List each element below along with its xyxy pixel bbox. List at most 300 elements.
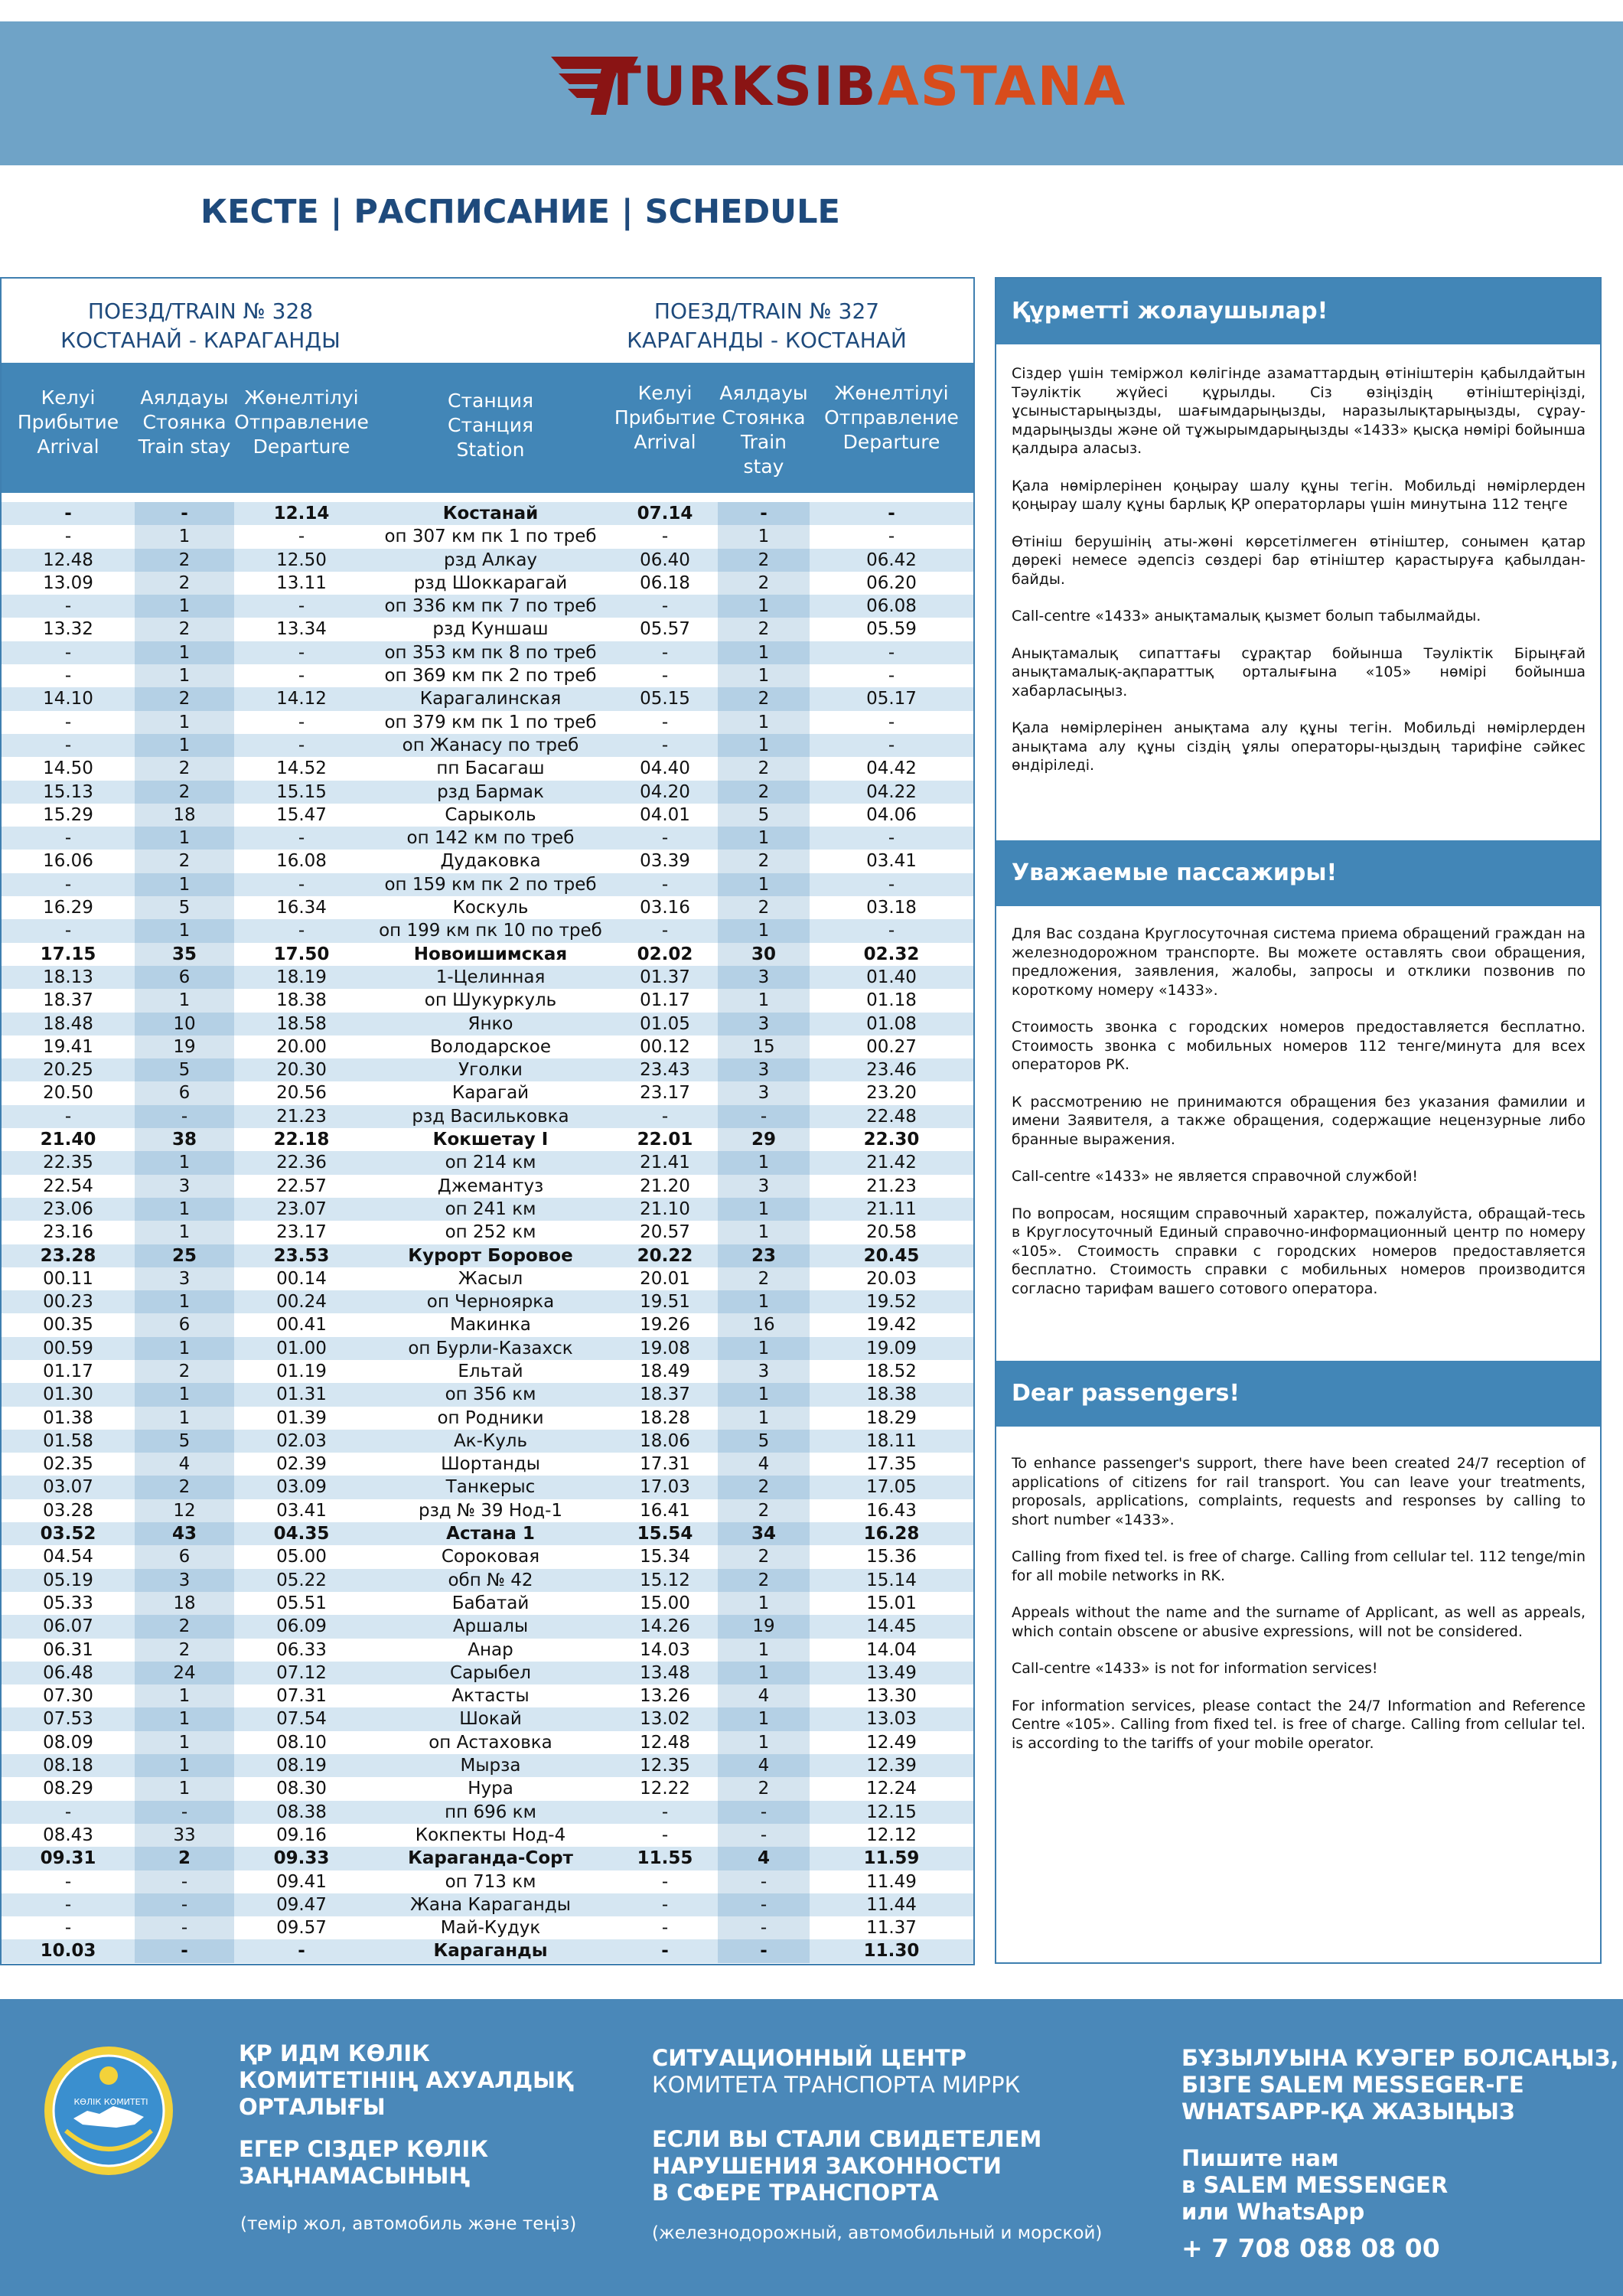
cell-stay-328: 2 bbox=[135, 618, 234, 641]
cell-arrival-327: 14.26 bbox=[640, 1616, 690, 1637]
cell-departure-328: 04.35 bbox=[273, 1524, 330, 1544]
cell-stay-327: 3 bbox=[718, 1058, 810, 1081]
cell-arrival-327: 22.01 bbox=[637, 1130, 693, 1150]
cell-departure-328: 22.36 bbox=[276, 1153, 327, 1173]
cell-arrival-328: 00.59 bbox=[43, 1338, 93, 1358]
cell-arrival-328: - bbox=[64, 596, 72, 617]
table-row bbox=[2, 1128, 973, 1151]
cell-departure-327: 11.30 bbox=[863, 1941, 920, 1962]
cell-departure-327: 12.49 bbox=[866, 1732, 917, 1753]
info-en-paragraph: Call-centre «1433» is not for information services! bbox=[1012, 1660, 1378, 1677]
info-en-title: Dear passengers! bbox=[996, 1361, 1600, 1427]
cell-stay-327: 1 bbox=[718, 1407, 810, 1430]
cell-stay-327: 1 bbox=[718, 827, 810, 850]
cell-departure-327: 05.17 bbox=[866, 689, 917, 709]
cell-stay-327: 2 bbox=[718, 572, 810, 595]
table-row bbox=[2, 1407, 973, 1430]
cell-departure-328: 14.52 bbox=[276, 758, 327, 779]
cell-stay-328: 38 bbox=[135, 1128, 234, 1151]
cell-arrival-328: 18.13 bbox=[43, 967, 93, 987]
cell-arrival-328: - bbox=[64, 1871, 72, 1892]
cell-stay-327: 1 bbox=[718, 1731, 810, 1754]
cell-arrival-328: 23.06 bbox=[43, 1199, 93, 1219]
cell-station: Кокшетау I bbox=[432, 1130, 549, 1150]
col-arrival-left: Келуі Прибытие Arrival bbox=[17, 386, 119, 458]
cell-arrival-327: 03.16 bbox=[640, 898, 690, 918]
cell-arrival-327: - bbox=[661, 1871, 669, 1892]
cell-arrival-328: - bbox=[64, 1918, 72, 1939]
cell-departure-327: 01.18 bbox=[866, 990, 917, 1011]
cell-arrival-327: 13.02 bbox=[640, 1709, 690, 1730]
cell-departure-328: - bbox=[298, 921, 305, 941]
contact-phone[interactable]: + 7 708 088 08 00 bbox=[1181, 2233, 1440, 2263]
page-title: КЕСТЕ | РАСПИСАНИЕ | SCHEDULE bbox=[200, 193, 840, 231]
cell-departure-327: 15.36 bbox=[866, 1547, 917, 1567]
cell-departure-327: 15.14 bbox=[866, 1570, 917, 1590]
cell-departure-328: 08.30 bbox=[276, 1779, 327, 1799]
cell-arrival-327: 05.57 bbox=[640, 619, 690, 640]
cell-stay-327: 1 bbox=[718, 734, 810, 757]
schedule-rows bbox=[2, 502, 973, 1963]
column-headers bbox=[2, 363, 973, 493]
table-row bbox=[2, 1476, 973, 1499]
cell-arrival-328: 06.31 bbox=[43, 1639, 93, 1660]
cell-stay-328: 5 bbox=[135, 1430, 234, 1453]
cell-departure-327: 19.42 bbox=[866, 1315, 917, 1336]
table-row bbox=[2, 1824, 973, 1847]
cell-departure-327: 04.06 bbox=[866, 804, 917, 825]
table-row bbox=[2, 1013, 973, 1035]
cell-stay-327: 1 bbox=[718, 1592, 810, 1615]
table-row bbox=[2, 1684, 973, 1707]
cell-station: оп 336 км пк 7 по треб bbox=[384, 596, 597, 617]
brand-wordmark: TURKSIBASTANA bbox=[605, 55, 1127, 118]
info-kz-body bbox=[1012, 364, 1586, 794]
cell-arrival-328: 00.11 bbox=[43, 1268, 93, 1289]
table-row bbox=[2, 502, 973, 525]
info-kz-paragraph: Сіздер үшін теміржол көлігінде азаматтардың өтініштерін қабылдайтын Тәуліктік жүйесі құрылды. Сіз өзіңіздің өтініштеріңізді, ұсыныстарыңызды, шағымдарыңызды, наразылықтарыңызды, сұрау-мдарыңызды және ой тұжырымдарыңызды «1433» қысқа нөмірі бойынша қалдыра аласыз. bbox=[1012, 365, 1586, 457]
cell-stay-327: 4 bbox=[718, 1684, 810, 1707]
table-row bbox=[2, 734, 973, 757]
cell-departure-328: 15.47 bbox=[276, 804, 327, 825]
cell-departure-327: 14.04 bbox=[866, 1639, 917, 1660]
cell-station: Дудаковка bbox=[440, 851, 541, 872]
cell-arrival-328: 01.38 bbox=[43, 1407, 93, 1428]
cell-station: оп 379 км пк 1 по треб bbox=[384, 712, 597, 732]
cell-departure-327: 18.11 bbox=[866, 1430, 917, 1451]
cell-station: Карагай bbox=[451, 1083, 530, 1104]
table-row bbox=[2, 781, 973, 804]
cell-station: пп Басагаш bbox=[436, 758, 545, 779]
cell-arrival-327: - bbox=[661, 921, 669, 941]
cell-station: Караганды bbox=[433, 1941, 548, 1962]
cell-arrival-327: 19.08 bbox=[640, 1338, 690, 1358]
cell-stay-327: 1 bbox=[718, 641, 810, 664]
table-row bbox=[2, 1360, 973, 1383]
cell-departure-327: 23.20 bbox=[866, 1083, 917, 1104]
info-panel bbox=[995, 277, 1602, 1964]
cell-departure-327: 06.42 bbox=[866, 550, 917, 570]
cell-stay-328: 2 bbox=[135, 572, 234, 595]
cell-arrival-328: 20.25 bbox=[43, 1060, 93, 1081]
table-row bbox=[2, 896, 973, 919]
cell-stay-328: 3 bbox=[135, 1175, 234, 1198]
table-row bbox=[2, 1707, 973, 1730]
cell-departure-327: 18.52 bbox=[866, 1361, 917, 1381]
cell-stay-327: 1 bbox=[718, 1639, 810, 1662]
cell-stay-328: 2 bbox=[135, 1615, 234, 1638]
cell-station: оп 356 км bbox=[445, 1384, 536, 1405]
cell-arrival-328: 03.28 bbox=[43, 1500, 93, 1521]
cell-station: Кокпекты Нод-4 bbox=[415, 1825, 566, 1845]
cell-arrival-327: - bbox=[661, 642, 669, 663]
table-row bbox=[2, 1151, 973, 1174]
cell-arrival-327: 15.54 bbox=[637, 1524, 693, 1544]
cell-stay-328: 1 bbox=[135, 734, 234, 757]
cell-arrival-327: 21.20 bbox=[640, 1176, 690, 1196]
cell-arrival-328: 14.50 bbox=[43, 758, 93, 779]
table-row bbox=[2, 850, 973, 872]
cell-arrival-328: - bbox=[64, 828, 72, 849]
cell-station: Аршалы bbox=[452, 1616, 529, 1637]
cell-stay-328: 1 bbox=[135, 1383, 234, 1406]
cell-stay-327: - bbox=[718, 1939, 810, 1962]
cell-stay-327: 1 bbox=[718, 1221, 810, 1244]
info-kz-paragraph: Анықтамалық сипаттағы сұрақтар бойынша Тәуліктік Бірыңғай анықтамалық-ақпараттық орталығына «105» нөмірі бойынша хабарласыңыз. bbox=[1012, 644, 1586, 700]
cell-arrival-328: 22.54 bbox=[43, 1176, 93, 1196]
cell-stay-327: 1 bbox=[718, 919, 810, 942]
cell-station: Жана Караганды bbox=[410, 1894, 571, 1915]
cell-stay-327: - bbox=[718, 1916, 810, 1939]
cell-stay-327: 23 bbox=[718, 1244, 810, 1267]
cell-stay-328: 35 bbox=[135, 943, 234, 966]
cell-stay-327: 1 bbox=[718, 1337, 810, 1360]
cell-arrival-328: 01.17 bbox=[43, 1361, 93, 1381]
cell-departure-328: 07.54 bbox=[276, 1709, 327, 1730]
cell-stay-327: 1 bbox=[718, 711, 810, 734]
cell-departure-327: 02.32 bbox=[863, 944, 920, 964]
cell-departure-327: 20.03 bbox=[866, 1268, 917, 1289]
cell-departure-328: 22.57 bbox=[276, 1176, 327, 1196]
cell-station: рзд Васильковка bbox=[412, 1106, 569, 1127]
cell-departure-327: 17.05 bbox=[866, 1477, 917, 1498]
cell-stay-328: 5 bbox=[135, 1058, 234, 1081]
cell-departure-328: 22.18 bbox=[273, 1130, 330, 1150]
cell-station: оп 214 км bbox=[445, 1153, 536, 1173]
cell-departure-328: 03.41 bbox=[276, 1500, 327, 1521]
cell-arrival-327: 12.48 bbox=[640, 1732, 690, 1753]
table-row bbox=[2, 1939, 973, 1962]
cell-station: 1-Целинная bbox=[435, 967, 546, 987]
cell-departure-327: 17.35 bbox=[866, 1454, 917, 1475]
cell-arrival-327: - bbox=[661, 1894, 669, 1915]
table-row bbox=[2, 1198, 973, 1221]
table-row bbox=[2, 1777, 973, 1800]
cell-arrival-328: 12.48 bbox=[43, 550, 93, 570]
cell-stay-327: 5 bbox=[718, 1430, 810, 1453]
cell-stay-328: 1 bbox=[135, 525, 234, 548]
info-ru-paragraph: Для Вас создана Круглосуточная система приема обращений граждан на железнодорожном транспорте. Вы можете оставлять свои обращения, предложения, заявления, жалобы, запросы и отклики позвонив по короткому номеру «1433». bbox=[1012, 925, 1586, 999]
col-arrival-right: Келуі Прибытие Arrival bbox=[614, 382, 716, 453]
cell-stay-327: 2 bbox=[718, 757, 810, 780]
cell-departure-328: 01.31 bbox=[276, 1384, 327, 1405]
cell-station: Новоишимская bbox=[413, 944, 568, 964]
cell-stay-327: 3 bbox=[718, 966, 810, 989]
table-row bbox=[2, 1754, 973, 1777]
col-station: Станция Станция Station bbox=[448, 390, 533, 461]
cell-departure-328: - bbox=[298, 642, 305, 663]
info-en-paragraph: To enhance passenger's support, there have been created 24/7 reception of applications of citizens for rail transport. You can leave your treatments, proposals, applications, complaints, requests and responses by calling to short number «1433». bbox=[1012, 1455, 1586, 1528]
table-row bbox=[2, 618, 973, 641]
cell-departure-327: - bbox=[888, 874, 895, 895]
cell-stay-327: - bbox=[718, 1105, 810, 1128]
cell-arrival-327: 11.55 bbox=[637, 1848, 693, 1869]
cell-departure-328: 23.07 bbox=[276, 1199, 327, 1219]
cell-stay-327: 1 bbox=[718, 1383, 810, 1406]
col-departure-right: Жөнелтілуі Отправление Departure bbox=[824, 382, 959, 453]
cell-station: Анар bbox=[468, 1639, 513, 1660]
cell-departure-327: 12.39 bbox=[866, 1756, 917, 1776]
cell-stay-328: 1 bbox=[135, 595, 234, 618]
cell-stay-328: 1 bbox=[135, 1337, 234, 1360]
cell-arrival-327: 23.43 bbox=[640, 1060, 690, 1081]
cell-station: рзд Бармак bbox=[437, 781, 544, 802]
cell-departure-327: - bbox=[888, 666, 895, 687]
cell-stay-327: 2 bbox=[718, 1545, 810, 1568]
cell-stay-327: 3 bbox=[718, 1081, 810, 1104]
info-ru-title: Уважаемые пассажиры! bbox=[996, 840, 1600, 906]
info-en-paragraph: Calling from fixed tel. is free of charge. Calling from cellular tel. 112 tenge/min for all mobile networks in RK. bbox=[1012, 1548, 1586, 1584]
cell-departure-328: - bbox=[298, 527, 305, 547]
cell-departure-328: 02.39 bbox=[276, 1454, 327, 1475]
cell-stay-328: 43 bbox=[135, 1522, 234, 1545]
cell-stay-327: - bbox=[718, 1893, 810, 1916]
cell-stay-328: - bbox=[135, 1916, 234, 1939]
cell-station: оп 353 км пк 8 по треб bbox=[384, 642, 597, 663]
table-row bbox=[2, 1035, 973, 1058]
cell-stay-328: 2 bbox=[135, 1847, 234, 1870]
cell-departure-327: - bbox=[888, 527, 895, 547]
cell-arrival-328: 15.13 bbox=[43, 781, 93, 802]
cell-stay-327: 19 bbox=[718, 1615, 810, 1638]
cell-departure-328: 05.00 bbox=[276, 1547, 327, 1567]
cell-stay-328: - bbox=[135, 502, 234, 525]
cell-departure-327: 11.49 bbox=[866, 1871, 917, 1892]
cell-stay-327: 2 bbox=[718, 1267, 810, 1290]
cell-station: Сарыколь bbox=[445, 804, 536, 825]
cell-station: Ельтай bbox=[458, 1361, 523, 1381]
cell-station: Янко bbox=[468, 1013, 513, 1034]
info-en-paragraph: Appeals without the name and the surname of Applicant, as well as appeals, which contain obscene or abusive expressions, will not be considered. bbox=[1012, 1604, 1586, 1640]
cell-departure-328: 09.41 bbox=[276, 1871, 327, 1892]
cell-arrival-327: 18.49 bbox=[640, 1361, 690, 1381]
cell-departure-328: - bbox=[298, 596, 305, 617]
cell-departure-327: 11.59 bbox=[863, 1848, 920, 1869]
cell-departure-328: 02.03 bbox=[276, 1430, 327, 1451]
cell-stay-328: 5 bbox=[135, 896, 234, 919]
cell-stay-327: 1 bbox=[718, 595, 810, 618]
cell-stay-327: 1 bbox=[718, 1198, 810, 1221]
table-row bbox=[2, 1545, 973, 1568]
table-row bbox=[2, 549, 973, 572]
cell-arrival-328: 21.40 bbox=[40, 1130, 96, 1150]
cell-arrival-327: 13.26 bbox=[640, 1686, 690, 1707]
cell-departure-328: 12.50 bbox=[276, 550, 327, 570]
cell-departure-327: 04.42 bbox=[866, 758, 917, 779]
cell-arrival-327: 19.51 bbox=[640, 1292, 690, 1313]
cell-arrival-328: 05.33 bbox=[43, 1593, 93, 1613]
cell-arrival-328: 22.35 bbox=[43, 1153, 93, 1173]
cell-arrival-327: - bbox=[661, 596, 669, 617]
cell-departure-327: 19.09 bbox=[866, 1338, 917, 1358]
cell-station: Мырза bbox=[460, 1756, 521, 1776]
cell-departure-327: 06.20 bbox=[866, 572, 917, 593]
cell-stay-328: 3 bbox=[135, 1267, 234, 1290]
cell-stay-328: 6 bbox=[135, 1545, 234, 1568]
cell-departure-328: 13.34 bbox=[276, 619, 327, 640]
cell-departure-327: - bbox=[888, 504, 895, 523]
cell-stay-327: 2 bbox=[718, 850, 810, 872]
table-row bbox=[2, 1801, 973, 1824]
cell-stay-328: 6 bbox=[135, 966, 234, 989]
cell-arrival-327: 01.37 bbox=[640, 967, 690, 987]
cell-stay-327: - bbox=[718, 1824, 810, 1847]
cell-departure-327: 21.42 bbox=[866, 1153, 917, 1173]
cell-station: оп 199 км пк 10 по треб bbox=[379, 921, 602, 941]
table-row bbox=[2, 1639, 973, 1662]
cell-arrival-328: - bbox=[64, 874, 72, 895]
cell-stay-327: 2 bbox=[718, 1777, 810, 1800]
cell-stay-327: 4 bbox=[718, 1847, 810, 1870]
cell-departure-328: 03.09 bbox=[276, 1477, 327, 1498]
cell-stay-327: 2 bbox=[718, 896, 810, 919]
cell-arrival-328: 23.16 bbox=[43, 1222, 93, 1243]
cell-arrival-328: 08.18 bbox=[43, 1756, 93, 1776]
cell-departure-328: 18.19 bbox=[276, 967, 327, 987]
cell-stay-327: 3 bbox=[718, 1360, 810, 1383]
cell-station: Курорт Боровое bbox=[408, 1245, 573, 1266]
cell-station: Ак-Куль bbox=[453, 1430, 528, 1451]
cell-departure-327: 12.24 bbox=[866, 1779, 917, 1799]
cell-departure-328: 06.33 bbox=[276, 1639, 327, 1660]
cell-departure-328: - bbox=[298, 735, 305, 755]
cell-stay-327: 1 bbox=[718, 664, 810, 687]
cell-departure-328: 01.00 bbox=[276, 1338, 327, 1358]
cell-stay-328: 1 bbox=[135, 1151, 234, 1174]
col-departure-left: Жөнелтілуі Отправление Departure bbox=[234, 386, 369, 458]
cell-departure-328: - bbox=[298, 874, 305, 895]
cell-departure-327: - bbox=[888, 712, 895, 732]
cell-departure-328: 05.51 bbox=[276, 1593, 327, 1613]
cell-arrival-328: 18.37 bbox=[43, 990, 93, 1011]
cell-stay-328: - bbox=[135, 1939, 234, 1962]
cell-arrival-327: 15.00 bbox=[640, 1593, 690, 1613]
cell-arrival-327: 19.26 bbox=[640, 1315, 690, 1336]
cell-stay-328: 19 bbox=[135, 1035, 234, 1058]
cell-arrival-328: 09.31 bbox=[40, 1848, 96, 1869]
cell-arrival-327: - bbox=[661, 712, 669, 732]
cell-departure-327: 16.43 bbox=[866, 1500, 917, 1521]
cell-departure-328: 21.23 bbox=[276, 1106, 327, 1127]
brand-logo bbox=[548, 46, 1127, 126]
cell-arrival-328: - bbox=[64, 504, 72, 523]
table-row bbox=[2, 989, 973, 1012]
cell-arrival-327: 03.39 bbox=[640, 851, 690, 872]
cell-arrival-328: 06.07 bbox=[43, 1616, 93, 1637]
cell-station: оп Шукуркуль bbox=[424, 990, 557, 1011]
cell-arrival-328: 01.58 bbox=[43, 1430, 93, 1451]
cell-arrival-327: - bbox=[661, 874, 669, 895]
cell-departure-328: 20.56 bbox=[276, 1083, 327, 1104]
cell-station: Караганда-Сорт bbox=[408, 1848, 573, 1869]
cell-departure-328: 14.12 bbox=[276, 689, 327, 709]
cell-departure-328: 18.38 bbox=[276, 990, 327, 1011]
cell-station: оп Жанасу по треб bbox=[402, 735, 579, 755]
cell-departure-327: 11.37 bbox=[866, 1918, 917, 1939]
cell-station: рзд Шоккарагай bbox=[413, 572, 568, 593]
cell-departure-328: 09.57 bbox=[276, 1918, 327, 1939]
table-row bbox=[2, 711, 973, 734]
cell-departure-327: - bbox=[888, 642, 895, 663]
cell-departure-327: 11.44 bbox=[866, 1894, 917, 1915]
table-row bbox=[2, 1058, 973, 1081]
cell-arrival-328: 08.43 bbox=[43, 1825, 93, 1845]
train-328-number: ПОЕЗД/TRAIN № 328 bbox=[87, 298, 314, 324]
cell-arrival-328: 04.54 bbox=[43, 1547, 93, 1567]
cell-arrival-327: 17.03 bbox=[640, 1477, 690, 1498]
cell-station: Уголки bbox=[458, 1060, 523, 1081]
info-kz-paragraph: Қала нөмірлерінен анықтама алу құны тегін. Мобильді нөмірлерден анықтама алу құны сіздің ұялы операторы-ңыздың тарифіне сәйкес өндіріледі. bbox=[1012, 719, 1586, 774]
cell-station: Шортанды bbox=[441, 1454, 540, 1475]
cell-arrival-327: - bbox=[661, 527, 669, 547]
table-row bbox=[2, 1615, 973, 1638]
cell-departure-327: 06.08 bbox=[866, 596, 917, 617]
cell-departure-328: 00.24 bbox=[276, 1292, 327, 1313]
info-kz-title: Құрметті жолаушылар! bbox=[996, 279, 1600, 344]
cell-station: Май-Кудук bbox=[440, 1918, 541, 1939]
table-row bbox=[2, 595, 973, 618]
cell-station: оп 307 км пк 1 по треб bbox=[384, 527, 597, 547]
cell-departure-327: 20.45 bbox=[863, 1245, 920, 1266]
cell-departure-328: 01.19 bbox=[276, 1361, 327, 1381]
cell-stay-328: 1 bbox=[135, 1684, 234, 1707]
cell-arrival-327: 18.37 bbox=[640, 1384, 690, 1405]
cell-departure-328: 16.08 bbox=[276, 851, 327, 872]
cell-stay-327: 3 bbox=[718, 1013, 810, 1035]
table-row bbox=[2, 943, 973, 966]
cell-stay-328: 1 bbox=[135, 1754, 234, 1777]
cell-stay-327: 1 bbox=[718, 873, 810, 896]
cell-station: оп 252 км bbox=[445, 1222, 536, 1243]
cell-arrival-328: 08.09 bbox=[43, 1732, 93, 1753]
cell-departure-328: 08.38 bbox=[276, 1802, 327, 1822]
table-row bbox=[2, 687, 973, 710]
schedule-table bbox=[0, 277, 975, 1965]
cell-stay-327: 2 bbox=[718, 618, 810, 641]
footer-col-kz: ҚР ИДМ КӨЛІК КОМИТЕТІНІҢ АХУАЛДЫҚ ОРТАЛЫҒЫ ЕГЕР СІЗДЕР КӨЛІК ЗАҢНАМАСЫНЫҢ (темір жол, автомобиль және теңіз) bbox=[239, 2040, 577, 2234]
cell-stay-327: 1 bbox=[718, 1290, 810, 1313]
cell-stay-327: - bbox=[718, 502, 810, 525]
cell-station: оп 369 км пк 2 по треб bbox=[384, 666, 597, 687]
info-ru-paragraph: Стоимость звонка с городских номеров предоставляется бесплатно. Стоимость звонка с мобильных номеров 112 тенге/минута для всех операторов РК. bbox=[1012, 1019, 1586, 1073]
cell-departure-327: 15.01 bbox=[866, 1593, 917, 1613]
cell-stay-328: 1 bbox=[135, 1777, 234, 1800]
info-ru-body bbox=[1012, 925, 1586, 1316]
table-row bbox=[2, 1731, 973, 1754]
cell-stay-328: 10 bbox=[135, 1013, 234, 1035]
cell-stay-328: 2 bbox=[135, 757, 234, 780]
table-row bbox=[2, 1105, 973, 1128]
